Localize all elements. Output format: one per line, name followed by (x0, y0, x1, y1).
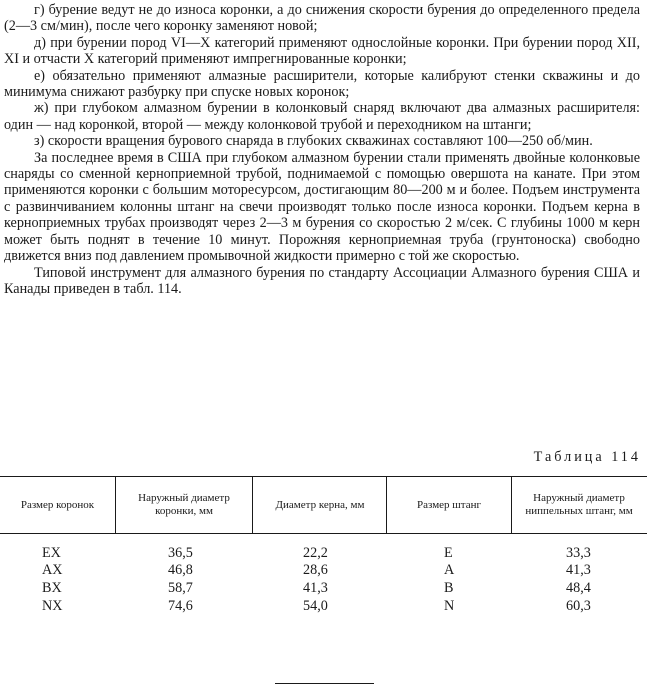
table-cell-rod-diameter: 33,3 (566, 545, 591, 561)
table-cell-rod-size: N (444, 598, 455, 614)
table-column-divider (386, 476, 387, 533)
paragraph-item-z: з) скорости вращения бурового снаряда в глубоких скважинах составляют 100—250 об/мин. (34, 133, 593, 150)
table-column-divider (115, 476, 116, 533)
table-header-cell: Размер штанг (417, 498, 481, 511)
table-cell-crown-diameter: 46,8 (168, 562, 193, 578)
table-header-cell: Диаметр керна, мм (275, 498, 365, 511)
table-cell-crown-diameter: 58,7 (168, 580, 193, 596)
table-cell-crown-size: NX (42, 598, 63, 614)
paragraph-usa-drilling: За последнее время в США при глубоком алмазном бурении стали применять двойные колонковые снаряды со сменной кернoприемной трубой, поднимаемой с помощью овершота на канате. При этом применяются коронки с большим моторесурсом, достигающим 80—200 м и более. Подъем инструмента с развинчиванием колонны штанг на свечи производят только после износа коронки. Подъем керна в кернoприемных трубах производят через 2—3 м бурения со скоростью 2 м/сек. С глубины 1000 м керн может быть поднят в течение 10 минут. Порожняя кернoприемная труба (грунтоноска) свободно движется вниз под давлением промывочной жидкости примерно с той же скоростью. (4, 149, 640, 265)
table-header-cell: Наружный диаметр коронки, мм (138, 492, 230, 517)
table-cell-rod-diameter: 60,3 (566, 598, 591, 614)
footer-rule (275, 683, 374, 684)
paragraph-table-reference: Типовой инструмент для алмазного бурения по стандарту Ассоциации Алмазного бурения США и Канады приведен в табл. 114. (4, 264, 640, 297)
paragraph-item-zh: ж) при глубоком алмазном бурении в колонковый снаряд включают два алмазных расширителя: один — над коронкой, второй — между колонковой трубой и переходником на штанги; (4, 100, 640, 133)
table-cell-core-diameter: 28,6 (303, 562, 328, 578)
table-cell-crown-size: EX (42, 545, 61, 561)
paragraph-item-g: г) бурение ведут не до износа коронки, а до снижения скорости бурения до определенного предела (2—3 см/мин), после чего коронку заменяют новой; (4, 2, 640, 35)
table-column-divider (252, 476, 253, 533)
table-cell-rod-diameter: 41,3 (566, 562, 591, 578)
table-cell-rod-size: B (444, 580, 454, 596)
table-header-rule (0, 533, 647, 534)
table-caption: Таблица 114 (533, 449, 641, 465)
table-cell-core-diameter: 22,2 (303, 545, 328, 561)
paragraph-item-e: е) обязательно применяют алмазные расширители, которые калибруют стенки скважины и до минимума снижают разбурку при спуске новых коронок; (4, 67, 640, 101)
table-cell-rod-diameter: 48,4 (566, 580, 591, 596)
table-header-cell: Размер коронок (20, 498, 95, 511)
table-cell-crown-diameter: 36,5 (168, 545, 193, 561)
table-cell-crown-diameter: 74,6 (168, 598, 193, 614)
body-text (4, 2, 640, 297)
table-cell-crown-size: AX (42, 562, 63, 578)
paragraph-item-d: д) при бурении пород VI—X категорий применяют однослойные коронки. При бурении пород XII, XI и отчасти X категорий применяют импрегнированные коронки; (4, 34, 640, 68)
table-cell-rod-size: A (444, 562, 455, 578)
table-cell-core-diameter: 54,0 (303, 598, 328, 614)
table-cell-crown-size: BX (42, 580, 62, 596)
table-cell-core-diameter: 41,3 (303, 580, 328, 596)
table-cell-rod-size: E (444, 545, 453, 561)
table-header-cell: Наружный диаметр ниппельных штанг, мм (525, 492, 633, 517)
table-column-divider (511, 476, 512, 533)
